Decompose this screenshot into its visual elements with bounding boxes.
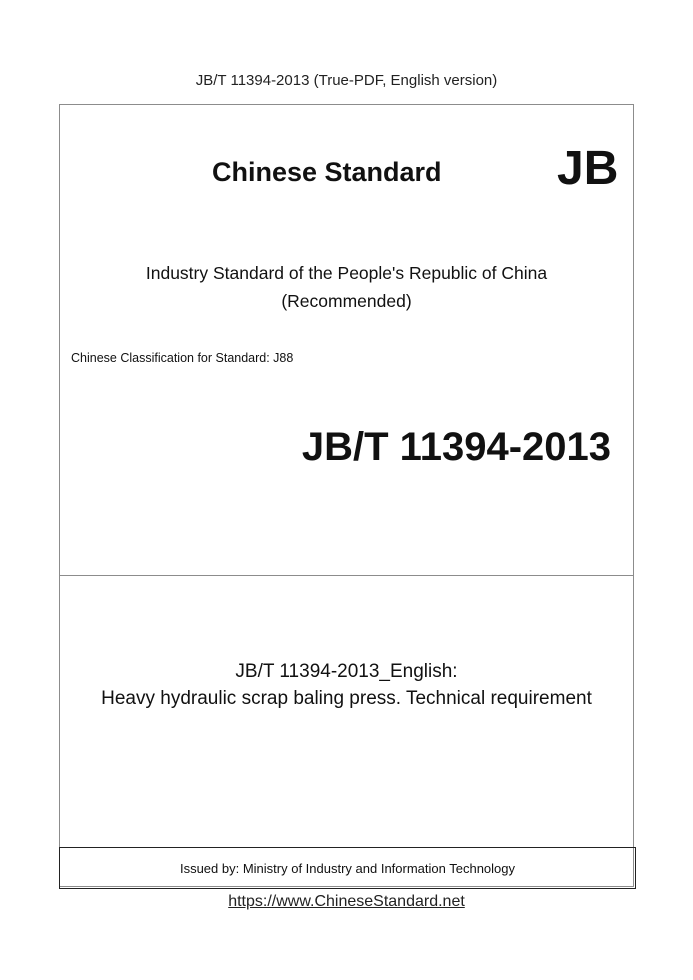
standard-number: JB/T 11394-2013 — [301, 425, 611, 469]
page-header: JB/T 11394-2013 (True-PDF, English version) — [195, 72, 498, 89]
issuer-box — [59, 847, 636, 889]
industry-line-2: (Recommended) — [281, 291, 412, 311]
industry-statement — [60, 259, 633, 315]
industry-line-1: Industry Standard of the People's Republic of China — [145, 263, 548, 283]
cover-frame — [59, 104, 634, 887]
standard-title: Chinese Standard — [212, 157, 442, 187]
standard-code: JB — [557, 142, 619, 195]
english-title-line-2: Heavy hydraulic scrap baling press. Technical requirement — [101, 688, 592, 709]
title-section — [60, 105, 633, 576]
issuer-text: Issued by: Ministry of Industry and Information Technology — [179, 860, 516, 876]
english-title-line-1: JB/T 11394-2013_English: — [235, 661, 458, 682]
english-title — [60, 658, 633, 712]
english-title-section — [60, 576, 633, 847]
classification-label: Chinese Classification for Standard: J88 — [71, 351, 294, 365]
website-link[interactable]: https://www.ChineseStandard.net — [228, 893, 465, 910]
